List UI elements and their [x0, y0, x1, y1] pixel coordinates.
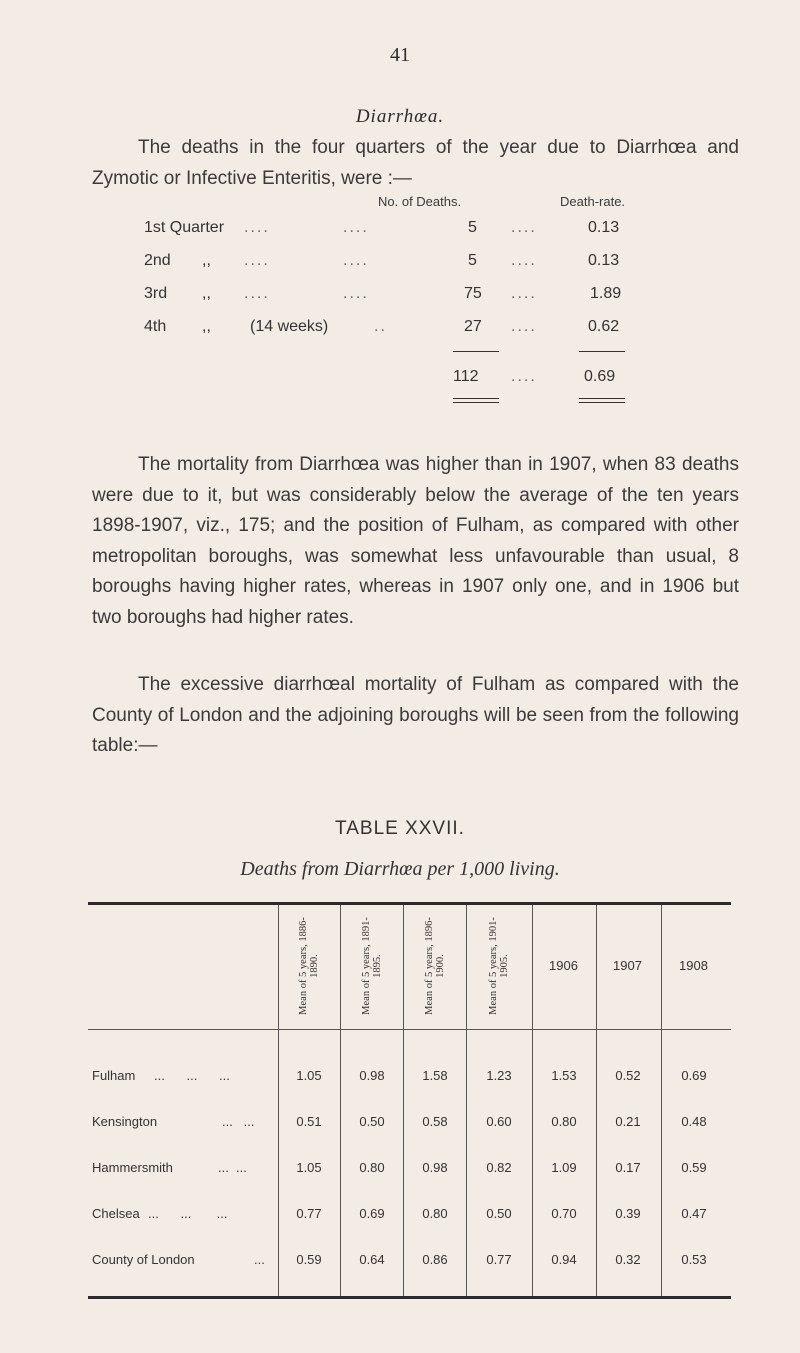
leader-dots: .... — [244, 285, 270, 302]
column-divider — [403, 905, 404, 1296]
table-cell: 1.53 — [551, 1068, 577, 1083]
row-label: Chelsea — [92, 1206, 140, 1221]
rate-column-header: Death-rate. — [560, 194, 626, 209]
table-row — [0, 1252, 800, 1276]
deaths-column-header: No. of Deaths. — [378, 194, 462, 209]
quarter-label: 3rd — [144, 285, 168, 302]
quarter-rate: 0.13 — [588, 219, 620, 236]
table-cell: 0.80 — [422, 1206, 448, 1221]
mortality-paragraph: The mortality from Diarrhœa was higher than in 1907, when 83 deaths were due to it, but was considerably below the average of the ten years 1898-1907, viz., 175; and the position of Fulham, as compared with other metropolitan boroughs, was somewhat less unfavourable than usual, 8 boroughs having higher rates, whereas in 1907 only one, and in 1906 but two boroughs had higher rates. — [92, 454, 739, 628]
quarter-label: 1st Quarter — [144, 219, 225, 236]
column-header: Mean of 5 years, 1896-1900. — [424, 917, 446, 1015]
quarter-label: 2nd — [144, 252, 171, 269]
column-header: Mean of 5 years, 1901-1905. — [488, 917, 510, 1015]
quarter-row — [0, 252, 800, 278]
header-rule — [88, 1029, 731, 1030]
table-cell: 0.77 — [296, 1206, 322, 1221]
leader-dots: .... — [511, 219, 537, 236]
leader-dots: .... — [244, 252, 270, 269]
table-cell: 1.09 — [551, 1160, 577, 1175]
column-header: Mean of 5 years, 1886-1890. — [298, 917, 320, 1015]
table-cell: 0.69 — [681, 1068, 707, 1083]
table-cell: 0.58 — [422, 1114, 448, 1129]
quarter-label: 4th — [144, 318, 167, 335]
quarter-deaths: 27 — [464, 318, 482, 335]
table-cell: 0.50 — [359, 1114, 385, 1129]
table-top-rule — [88, 902, 731, 905]
table-row — [0, 1068, 800, 1092]
table-row — [0, 1206, 800, 1230]
row-label: Hammersmith — [92, 1160, 173, 1175]
ditto-mark: ,, — [202, 285, 211, 302]
quarter-deaths: 5 — [468, 252, 477, 269]
column-divider — [532, 905, 533, 1296]
table-cell: 0.80 — [551, 1114, 577, 1129]
ditto-mark: ,, — [202, 318, 211, 335]
column-divider — [340, 905, 341, 1296]
quarter-row — [0, 318, 800, 344]
intro-paragraph: The deaths in the four quarters of the year due to Diarrhœa and Zymotic or Infective Enteritis, were :— — [92, 137, 739, 189]
quarter-row — [0, 285, 800, 311]
table-cell: 0.39 — [615, 1206, 641, 1221]
leader-dots: ... ... ... — [148, 1206, 228, 1221]
table-cell: 0.69 — [359, 1206, 385, 1221]
quarter-rate: 0.13 — [588, 252, 620, 269]
table-cell: 0.47 — [681, 1206, 707, 1221]
leader-dots: .... — [343, 252, 369, 269]
column-header: 1908 — [679, 958, 708, 973]
table-row — [0, 1114, 800, 1138]
total-double-rule — [453, 402, 499, 403]
row-label: Fulham — [92, 1068, 136, 1083]
quarter-note: (14 weeks) — [250, 318, 329, 335]
total-deaths: 112 — [453, 368, 479, 385]
table-cell: 0.70 — [551, 1206, 577, 1221]
table-cell: 0.77 — [486, 1252, 512, 1267]
leader-dots: .... — [343, 285, 369, 302]
subtotal-rule — [453, 351, 499, 352]
leader-dots: .... — [511, 368, 537, 385]
total-double-rule — [579, 398, 625, 399]
leader-dots: .... — [343, 219, 369, 236]
leader-dots: .... — [511, 285, 537, 302]
ditto-mark: ,, — [202, 252, 211, 269]
leader-dots: .. — [374, 318, 387, 335]
table-cell: 1.58 — [422, 1068, 448, 1083]
table-cell: 0.51 — [296, 1114, 322, 1129]
leader-dots: .... — [244, 219, 270, 236]
quarter-deaths: 75 — [464, 285, 482, 302]
leader-dots: .... — [511, 318, 537, 335]
table-cell: 0.52 — [615, 1068, 641, 1083]
column-divider — [466, 905, 467, 1296]
table-cell: 0.17 — [615, 1160, 641, 1175]
quarter-row — [0, 219, 800, 245]
table-cell: 0.86 — [422, 1252, 448, 1267]
table-cell: 0.80 — [359, 1160, 385, 1175]
quarter-rate: 1.89 — [590, 285, 622, 302]
table-cell: 0.59 — [296, 1252, 322, 1267]
leader-dots: ... ... ... — [154, 1068, 230, 1083]
total-double-rule — [453, 398, 499, 399]
table-cell: 1.23 — [486, 1068, 512, 1083]
table-row — [0, 1160, 800, 1184]
table-cell: 0.98 — [422, 1160, 448, 1175]
total-rate: 0.69 — [584, 368, 616, 385]
column-header: 1907 — [613, 958, 642, 973]
table-cell: 0.98 — [359, 1068, 385, 1083]
table-cell: 0.60 — [486, 1114, 512, 1129]
leader-dots: .... — [511, 252, 537, 269]
column-header: 1906 — [549, 958, 578, 973]
table-cell: 0.32 — [615, 1252, 641, 1267]
table-cell: 0.21 — [615, 1114, 641, 1129]
table-subtitle: Deaths from Diarrhœa per 1,000 living. — [240, 858, 560, 880]
page-number: 41 — [390, 44, 410, 66]
quarter-deaths: 5 — [468, 219, 477, 236]
table-cell: 0.94 — [551, 1252, 577, 1267]
subtotal-rule — [579, 351, 625, 352]
section-title: Diarrhœa. — [355, 106, 445, 127]
leader-dots: ... ... — [222, 1114, 255, 1129]
table-cell: 1.05 — [296, 1160, 322, 1175]
table-cell: 0.50 — [486, 1206, 512, 1221]
leader-dots: ... ... — [218, 1160, 247, 1175]
leader-dots: ... — [254, 1252, 265, 1267]
table-cell: 0.53 — [681, 1252, 707, 1267]
table-cell: 1.05 — [296, 1068, 322, 1083]
table-cell: 0.82 — [486, 1160, 512, 1175]
quarter-total-row — [0, 368, 800, 394]
table-bottom-rule — [88, 1296, 731, 1299]
column-divider — [278, 905, 279, 1296]
table-cell: 0.59 — [681, 1160, 707, 1175]
row-label: Kensington — [92, 1114, 158, 1129]
excessive-mortality-paragraph: The excessive diarrhœal mortality of Fulham as compared with the County of London and the adjoining boroughs will be seen from the following table:— — [92, 674, 739, 756]
column-header: Mean of 5 years, 1891-1895. — [361, 917, 383, 1015]
column-divider — [661, 905, 662, 1296]
column-divider — [596, 905, 597, 1296]
table-title: TABLE XXVII. — [335, 818, 465, 839]
table-cell: 0.48 — [681, 1114, 707, 1129]
table-cell: 0.64 — [359, 1252, 385, 1267]
quarter-rate: 0.62 — [588, 318, 620, 335]
row-label: County of London — [92, 1252, 195, 1267]
total-double-rule — [579, 402, 625, 403]
